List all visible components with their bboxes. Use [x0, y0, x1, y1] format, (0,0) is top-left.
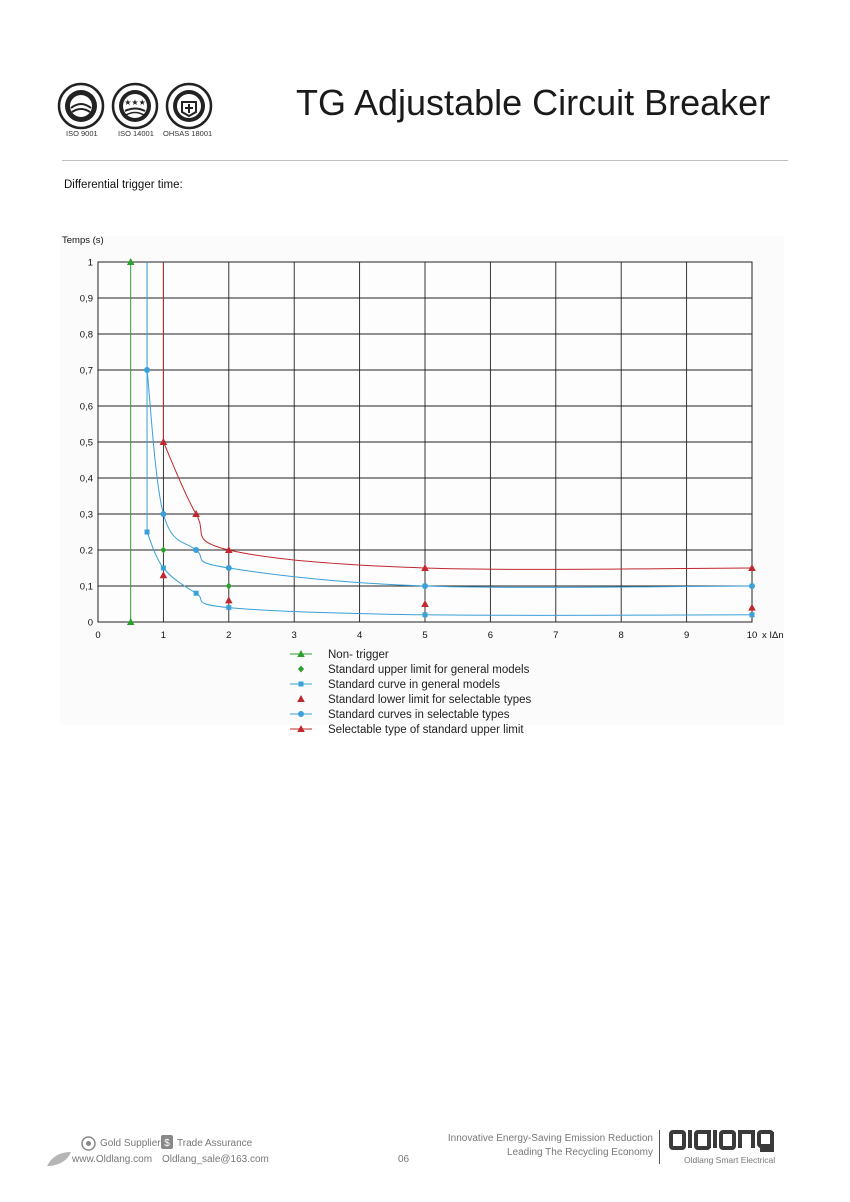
legend-marker [298, 666, 304, 673]
badge-label-iso9001: ISO 9001 [66, 129, 98, 138]
legend-label: Standard curves in selectable types [328, 709, 510, 721]
slogan-line-1: Innovative Energy-Saving Emission Reduction [447, 1133, 653, 1144]
legend-label: Standard upper limit for general models [328, 664, 530, 676]
trade-assurance-label: Trade Assurance [177, 1138, 253, 1149]
series-3-point [194, 591, 199, 596]
y-tick-label: 0,4 [79, 473, 93, 485]
x-tick-label: 4 [356, 630, 363, 641]
y-tick-label: 0,9 [79, 293, 93, 305]
badge-label-iso14001: ISO 14001 [118, 129, 154, 138]
gold-supplier-label: Gold Supplier [100, 1138, 161, 1149]
x-tick-label: 3 [291, 630, 297, 641]
legend-label: Selectable type of standard upper limit [328, 724, 524, 736]
legend-label: Non- trigger [328, 649, 389, 661]
series-3-point [750, 612, 755, 617]
footer-divider [659, 1130, 660, 1164]
section-label: Differential trigger time: [64, 179, 183, 191]
slogan-line-2: Leading The Recycling Economy [506, 1147, 653, 1158]
brand-tagline: Oldlang Smart Electrical [684, 1155, 776, 1165]
legend-marker [297, 695, 305, 702]
series-3-point [423, 612, 428, 617]
y-tick-label: 0 [87, 617, 93, 629]
x-tick-label: 5 [422, 630, 428, 641]
y-tick-label: 0,3 [79, 509, 93, 521]
series-5-point [193, 547, 199, 553]
series-5-point [749, 583, 755, 589]
x-tick-label: 9 [683, 630, 690, 641]
y-tick-label: 0,5 [79, 437, 93, 449]
x-axis-label: x IΔn [762, 630, 784, 641]
gold-supplier-icon [81, 1136, 96, 1151]
y-tick-label: 0,8 [79, 329, 93, 341]
legend-marker [298, 711, 304, 717]
website-link[interactable]: www.Oldlang.com [72, 1154, 153, 1165]
x-tick-label: 10 [746, 630, 758, 641]
legend-label: Standard curve in general models [328, 679, 500, 691]
x-tick-label: 1 [160, 630, 167, 641]
email-link[interactable]: Oldlang_sale@163.com [162, 1154, 269, 1165]
svg-text:★★★: ★★★ [124, 98, 146, 107]
page-number: 06 [398, 1154, 410, 1165]
series-5-point [160, 511, 166, 517]
y-tick-label: 1 [87, 257, 93, 269]
series-3-point [161, 566, 166, 571]
x-tick-label: 8 [618, 630, 624, 641]
page-title: TG Adjustable Circuit Breaker [296, 82, 771, 123]
badge-label-ohsas18001: OHSAS 18001 [163, 129, 213, 138]
y-tick-label: 0,6 [79, 401, 93, 413]
svg-text:$: $ [164, 1138, 170, 1149]
x-tick-label: 7 [553, 630, 559, 641]
x-tick-label: 2 [226, 630, 232, 641]
legend-label: Standard lower limit for selectable types [328, 694, 532, 706]
y-axis-label: Temps (s) [62, 235, 104, 246]
series-3-point [226, 605, 231, 610]
series-5-point [144, 367, 150, 373]
oldlang-logo [668, 1128, 790, 1152]
trade-assurance-icon [160, 1134, 174, 1150]
x-tick-label: 6 [487, 630, 494, 641]
x-tick-label: 0 [95, 630, 101, 641]
series-5-point [226, 565, 232, 571]
legend-marker [299, 682, 304, 687]
series-3-point [145, 530, 150, 535]
series-5-point [422, 583, 428, 589]
y-tick-label: 0,7 [79, 365, 93, 377]
leaf-icon [46, 1150, 72, 1168]
y-tick-label: 0.2 [79, 545, 93, 557]
y-tick-label: 0,1 [79, 581, 93, 593]
